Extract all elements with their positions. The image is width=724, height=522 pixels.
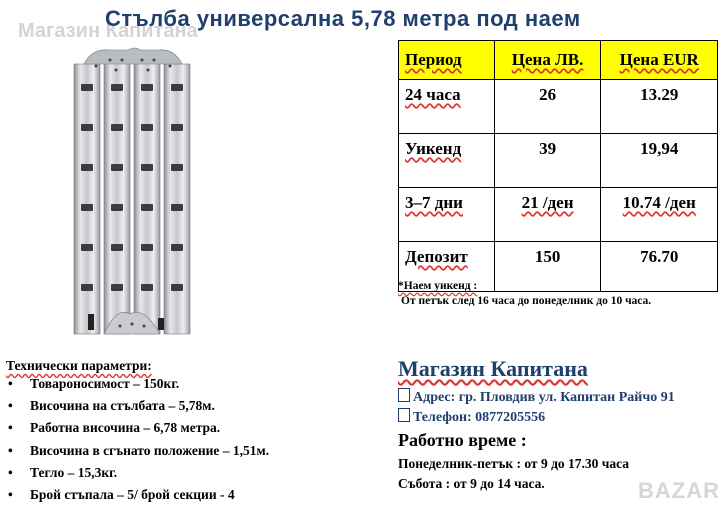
- list-item: • Работна височина – 6,78 метра.: [8, 420, 221, 436]
- table-row: [399, 188, 718, 242]
- list-item: • Височина на стълбата – 5,78м.: [8, 398, 215, 414]
- list-item: • Тегло – 15,3кг.: [8, 464, 118, 480]
- table-row: [399, 80, 718, 134]
- row-price-eur: 76.70: [601, 242, 718, 292]
- page-title: Стълба универсална 5,78 метра под наем: [105, 6, 581, 31]
- list-item: • Височина в сгънато положение – 1,51м.: [8, 442, 270, 458]
- address-icon: [398, 388, 410, 402]
- row-period: Депозит: [399, 242, 495, 292]
- row-price-bgn: 26: [494, 80, 601, 134]
- row-price-eur: 10.74 /ден: [601, 188, 718, 242]
- row-period: Уикенд: [399, 134, 495, 188]
- bullet-icon: •: [8, 376, 13, 391]
- ladder-image: [70, 44, 198, 344]
- row-period: 24 часа: [399, 80, 495, 134]
- header-price-bgn: Цена ЛВ.: [494, 41, 601, 80]
- list-item: • Товароносимост – 150кг.: [8, 376, 180, 391]
- specs-list: [6, 376, 269, 509]
- row-price-bgn: 39: [494, 134, 601, 188]
- list-item: • Брой стъпала – 5/ брой секции - 4: [8, 486, 235, 502]
- bullet-icon: •: [8, 442, 13, 458]
- bazar-logo: BAZAR: [638, 478, 720, 503]
- shop-name: Магазин Капитана: [398, 356, 588, 381]
- row-price-bgn: 150: [494, 242, 601, 292]
- bullet-icon: •: [8, 486, 13, 502]
- hours-title: Работно време :: [398, 430, 527, 450]
- table-row: [399, 134, 718, 188]
- row-price-eur: 19,94: [601, 134, 718, 188]
- specs-title: Технически параметри:: [6, 358, 152, 373]
- shop-phone: Телефон: 0877205556: [398, 408, 545, 426]
- bullet-icon: •: [8, 398, 13, 414]
- bullet-icon: •: [8, 464, 13, 480]
- weekend-note-title: *Наем уикенд :: [398, 280, 478, 292]
- shop-address: Адрес: гр. Пловдив ул. Капитан Райчо 91: [398, 388, 675, 406]
- row-period: 3–7 дни: [399, 188, 495, 242]
- hours-weekdays: Понеделник-петък : от 9 до 17.30 часа: [398, 456, 630, 471]
- header-period: Период: [399, 41, 495, 80]
- row-price-bgn: 21 /ден: [494, 188, 601, 242]
- table-header-row: [399, 41, 718, 80]
- weekend-note-text: От петък след 16 часа до понеделник до 10 часа.: [401, 295, 652, 307]
- hours-saturday: Събота : от 9 до 14 часа.: [398, 476, 545, 491]
- bullet-icon: •: [8, 420, 13, 436]
- row-price-eur: 13.29: [601, 80, 718, 134]
- watermark-text: Магазин Капитана: [18, 20, 198, 42]
- price-table: [398, 40, 718, 292]
- header-price-eur: Цена EUR: [601, 41, 718, 80]
- phone-icon: [398, 408, 410, 422]
